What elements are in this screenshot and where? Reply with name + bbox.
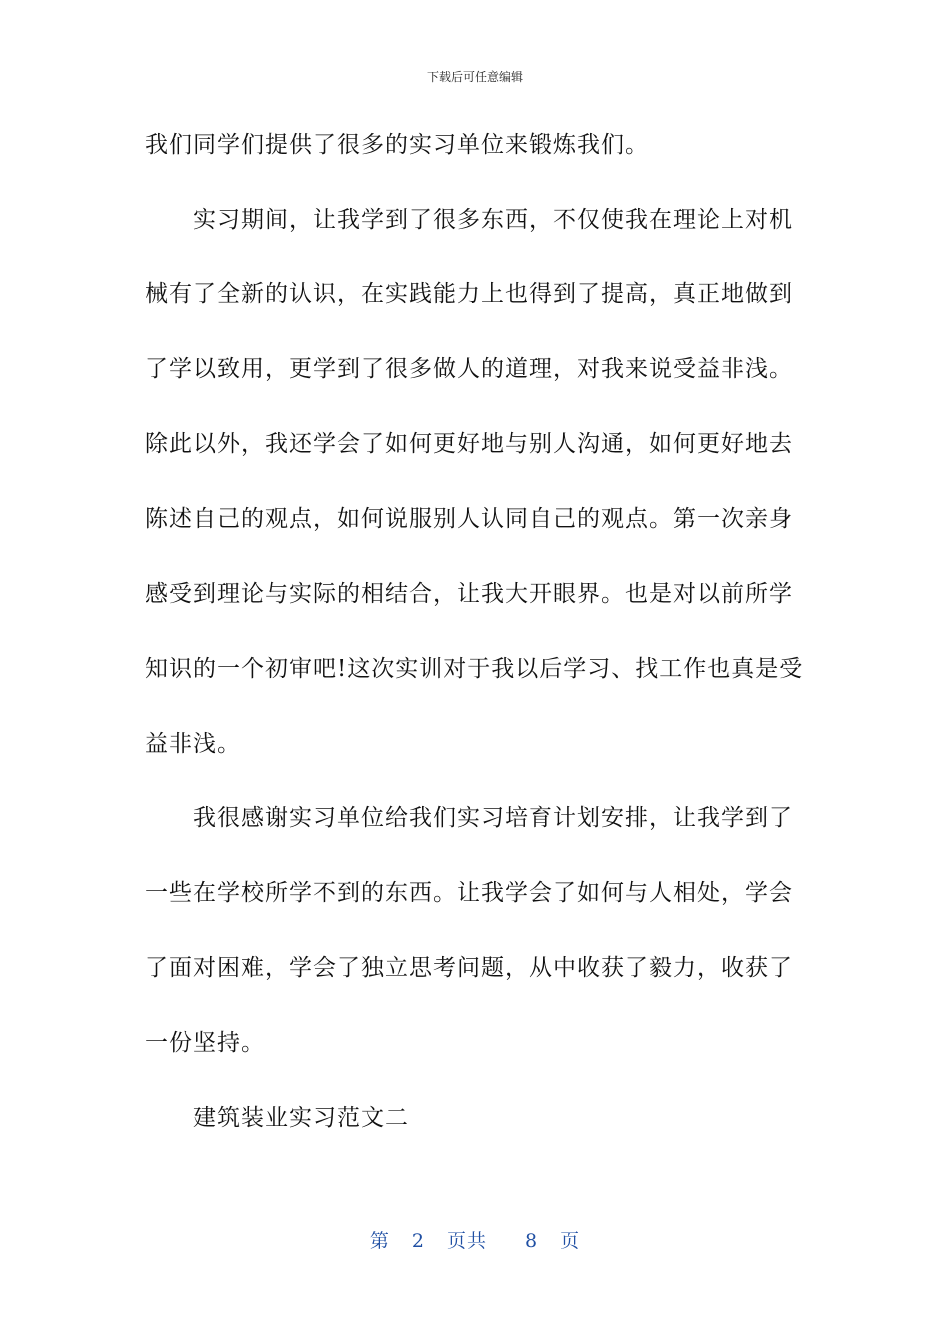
body-line-8: 知识的一个初审吧!这次实训对于我以后学习、找工作也真是受: [145, 656, 804, 682]
body-line-10: 我很感谢实习单位给我们实习培育计划安排，让我学到了: [193, 805, 793, 831]
body-line-9: 益非浅。: [145, 731, 241, 757]
body-line-3: 械有了全新的认识，在实践能力上也得到了提高，真正地做到: [145, 281, 793, 307]
footer-prefix: 第: [369, 1230, 390, 1252]
body-line-1: 我们同学们提供了很多的实习单位来锻炼我们。: [145, 132, 649, 158]
page-footer: [0, 1226, 950, 1253]
footer-suffix: 页: [560, 1230, 581, 1252]
section-heading: 建筑装业实习范文二: [193, 1105, 409, 1131]
footer-middle: 页共: [446, 1230, 487, 1252]
body-line-4: 了学以致用，更学到了很多做人的道理，对我来说受益非浅。: [145, 356, 793, 382]
body-line-7: 感受到理论与实际的相结合，让我大开眼界。也是对以前所学: [145, 581, 793, 607]
body-line-6: 陈述自己的观点，如何说服别人认同自己的观点。第一次亲身: [145, 506, 793, 532]
body-line-12: 了面对困难，学会了独立思考问题，从中收获了毅力，收获了: [145, 955, 793, 981]
body-line-5: 除此以外，我还学会了如何更好地与别人沟通，如何更好地去: [145, 431, 793, 457]
body-line-11: 一些在学校所学不到的东西。让我学会了如何与人相处，学会: [145, 880, 793, 906]
page-header: 下载后可任意编辑: [426, 70, 523, 84]
body-line-2: 实习期间，让我学到了很多东西，不仅使我在理论上对机: [193, 207, 793, 233]
total-pages-number: 8: [525, 1230, 539, 1252]
body-line-13: 一份坚持。: [145, 1030, 265, 1056]
current-page-number: 2: [411, 1230, 425, 1252]
